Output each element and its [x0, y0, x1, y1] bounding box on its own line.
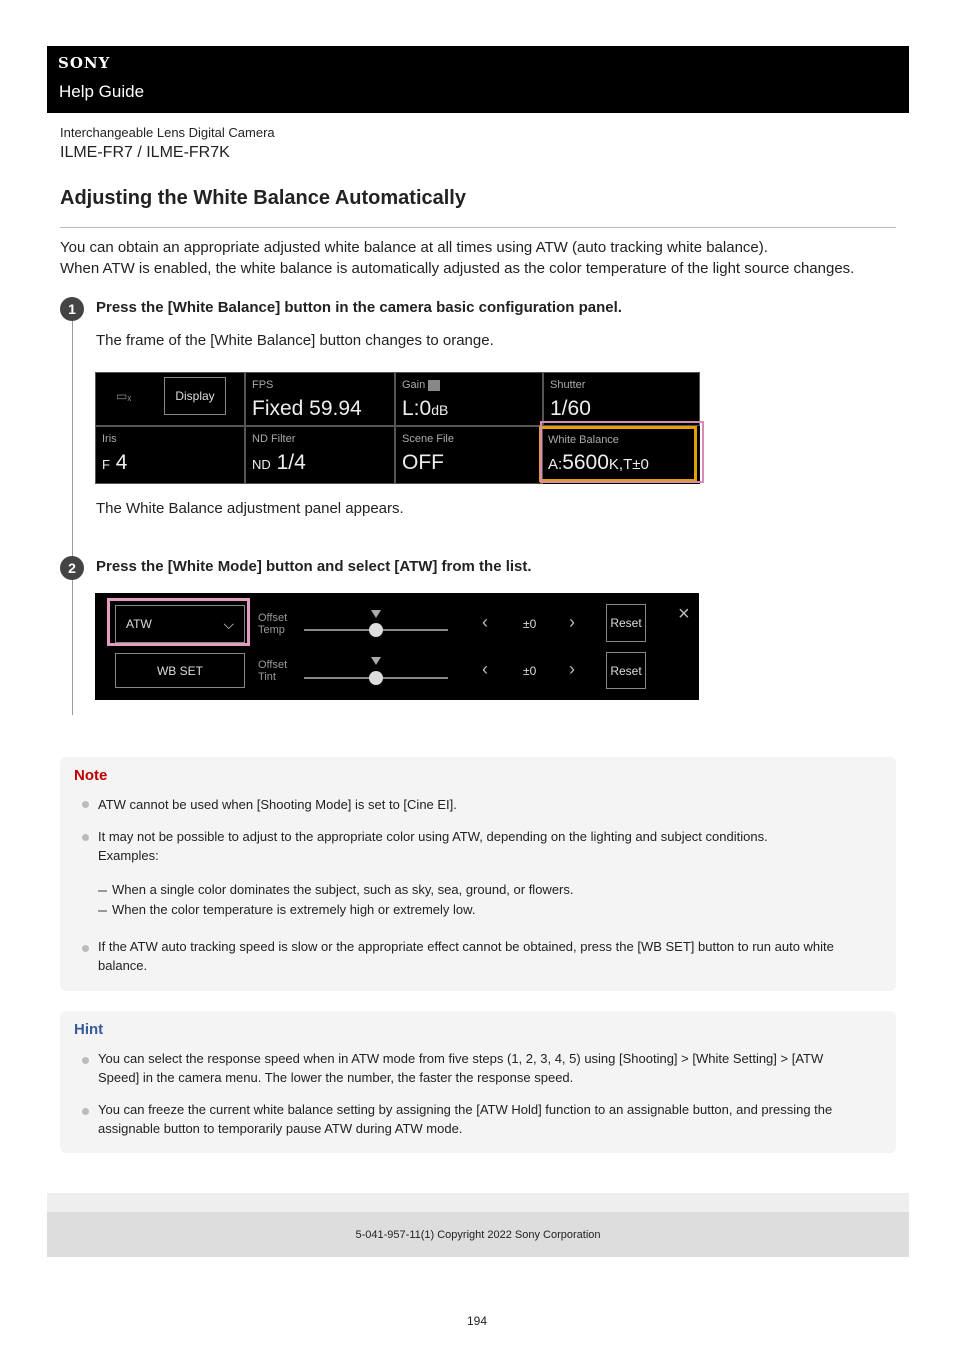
- note-title: Note: [74, 767, 108, 784]
- offset-temp-label-2: Temp: [258, 624, 285, 636]
- wb-suffix: K,T±0: [608, 456, 649, 473]
- note-subitem-1: When a single color dominates the subject, such as sky, sea, ground, or flowers.: [112, 882, 574, 897]
- tint-decrease-icon[interactable]: ‹: [482, 659, 488, 679]
- chevron-down-icon: ⌵: [223, 615, 234, 632]
- note-item-2-line-1: It may not be possible to adjust to the appropriate color using ATW, depending on the lighting and subject conditions.: [98, 829, 768, 844]
- shutter-value: 1/60: [550, 397, 591, 420]
- temp-increase-icon[interactable]: ›: [569, 612, 575, 632]
- page-title: Adjusting the White Balance Automatically: [60, 187, 466, 209]
- close-icon[interactable]: ×: [678, 603, 690, 625]
- step-connector-line: [72, 310, 73, 715]
- offset-temp-slider-knob[interactable]: [369, 623, 383, 637]
- panel-top-left-cell: [95, 372, 245, 426]
- header-bar: [47, 46, 909, 113]
- step-1-text: Press the [White Balance] button in the camera basic configuration panel.: [96, 299, 622, 316]
- camera-off-icon[interactable]: ▭ₓ: [116, 389, 132, 403]
- note-subitem-2: When the color temperature is extremely high or extremely low.: [112, 902, 476, 917]
- iris-prefix: F: [102, 457, 110, 472]
- scene-file-label: Scene File: [402, 433, 454, 445]
- gain-value: [402, 397, 448, 421]
- note-item-3-line-1: If the ATW auto tracking speed is slow or the appropriate effect cannot be obtained, press the [WB SET] button to run auto white: [98, 939, 834, 954]
- fps-value: Fixed 59.94: [252, 397, 362, 420]
- iris-value: [102, 451, 127, 475]
- note-item-1: ATW cannot be used when [Shooting Mode] is set to [Cine EI].: [98, 797, 457, 812]
- scene-file-button[interactable]: [395, 426, 543, 484]
- note-bullet-2: [82, 834, 89, 841]
- tint-increase-icon[interactable]: ›: [569, 659, 575, 679]
- title-divider: [60, 227, 896, 228]
- scene-file-value: OFF: [402, 451, 444, 474]
- help-guide-label: Help Guide: [59, 82, 145, 101]
- tint-reset-button[interactable]: Reset: [606, 652, 646, 689]
- sony-logo: SONY: [58, 54, 111, 72]
- iris-label: Iris: [102, 433, 117, 445]
- wb-kelvin: 5600: [562, 451, 609, 474]
- offset-tint-value: ±0: [523, 664, 537, 678]
- nd-prefix: ND: [252, 457, 271, 472]
- product-model: ILME-FR7 / ILME-FR7K: [60, 144, 230, 161]
- shutter-button[interactable]: [543, 372, 700, 426]
- note-bullet-1: [82, 801, 89, 808]
- gain-label: [402, 379, 440, 391]
- note-item-3-line-2: balance.: [98, 958, 148, 973]
- offset-temp-label-1: Offset: [258, 612, 288, 624]
- hint-item-1-line-2: Speed] in the camera menu. The lower the number, the faster the response speed.: [98, 1070, 574, 1085]
- hint-bullet-2: [82, 1108, 89, 1115]
- note-item-2: [98, 827, 888, 865]
- offset-tint-label-1: Offset: [258, 659, 288, 671]
- wb-set-button[interactable]: WB SET: [115, 653, 245, 688]
- nd-number: 1/4: [276, 451, 306, 474]
- hint-item-2: [98, 1100, 888, 1138]
- white-mode-value: ATW: [126, 617, 152, 631]
- product-category: Interchangeable Lens Digital Camera: [60, 125, 275, 140]
- hint-bullet-1: [82, 1057, 89, 1064]
- temp-reset-button[interactable]: Reset: [606, 604, 646, 642]
- temp-decrease-icon[interactable]: ‹: [482, 612, 488, 632]
- gain-value-text: L:0: [402, 397, 432, 420]
- iris-button[interactable]: [95, 426, 245, 484]
- display-button[interactable]: Display: [164, 377, 226, 415]
- offset-temp-label: [258, 612, 287, 636]
- step-1-result-2: The White Balance adjustment panel appears.: [96, 500, 404, 517]
- nd-filter-label: ND Filter: [252, 433, 296, 445]
- shutter-label: Shutter: [550, 379, 586, 391]
- footer: [47, 1212, 909, 1257]
- iris-number: 4: [115, 451, 128, 474]
- intro-line-2: When ATW is enabled, the white balance is automatically adjusted as the color temperature of the light source changes.: [60, 260, 855, 277]
- hint-item-2-line-1: You can freeze the current white balance setting by assigning the [ATW Hold] function to an assignable button, and pressing the: [98, 1102, 833, 1117]
- nd-filter-button[interactable]: [245, 426, 395, 484]
- step-2-badge: 2: [60, 556, 84, 580]
- hint-title: Hint: [74, 1021, 104, 1038]
- note-box: [60, 757, 896, 991]
- note-item-3: [98, 937, 888, 975]
- intro-line-1: You can obtain an appropriate adjusted white balance at all times using ATW (auto tracking white balance).: [60, 239, 768, 256]
- gain-unit: dB: [431, 402, 449, 418]
- step-1-result-1: The frame of the [White Balance] button changes to orange.: [96, 332, 494, 349]
- gain-h-icon: [428, 380, 440, 391]
- wb-prefix: A:: [548, 456, 563, 473]
- hint-box: [60, 1011, 896, 1153]
- step-1-badge: 1: [60, 297, 84, 321]
- intro-text: [60, 237, 910, 279]
- white-balance-label: White Balance: [548, 434, 619, 446]
- hint-item-2-line-2: assignable button to temporarily pause ATW during ATW mode.: [98, 1121, 463, 1136]
- offset-tint-label-2: Tint: [258, 671, 276, 683]
- page-number: 194: [466, 1314, 488, 1328]
- hint-item-1-line-1: You can select the response speed when in ATW mode from five steps (1, 2, 3, 4, 5) using [Shooting] > [White Setting] > [ATW: [98, 1051, 824, 1066]
- note-dash-2: [98, 910, 107, 912]
- temp-center-marker: [371, 610, 381, 618]
- copyright-text: 5-041-957-11(1) Copyright 2022 Sony Corporation: [355, 1228, 601, 1241]
- white-balance-highlight: [540, 421, 704, 483]
- footer-top-bar: [47, 1193, 909, 1212]
- nd-filter-value: [252, 451, 306, 475]
- offset-tint-label: [258, 659, 287, 683]
- fps-label: FPS: [252, 379, 274, 391]
- note-item-2-line-2: Examples:: [98, 848, 159, 863]
- note-dash-1: [98, 890, 107, 892]
- hint-item-1: [98, 1049, 888, 1087]
- gain-button[interactable]: [395, 372, 543, 426]
- atw-highlight: [107, 598, 250, 646]
- tint-center-marker: [371, 657, 381, 665]
- gain-label-text: Gain: [402, 379, 426, 391]
- note-bullet-3: [82, 945, 89, 952]
- offset-tint-slider-knob[interactable]: [369, 671, 383, 685]
- step-2-text: Press the [White Mode] button and select [ATW] from the list.: [96, 558, 532, 575]
- fps-button[interactable]: [245, 372, 395, 426]
- offset-temp-value: ±0: [523, 617, 537, 631]
